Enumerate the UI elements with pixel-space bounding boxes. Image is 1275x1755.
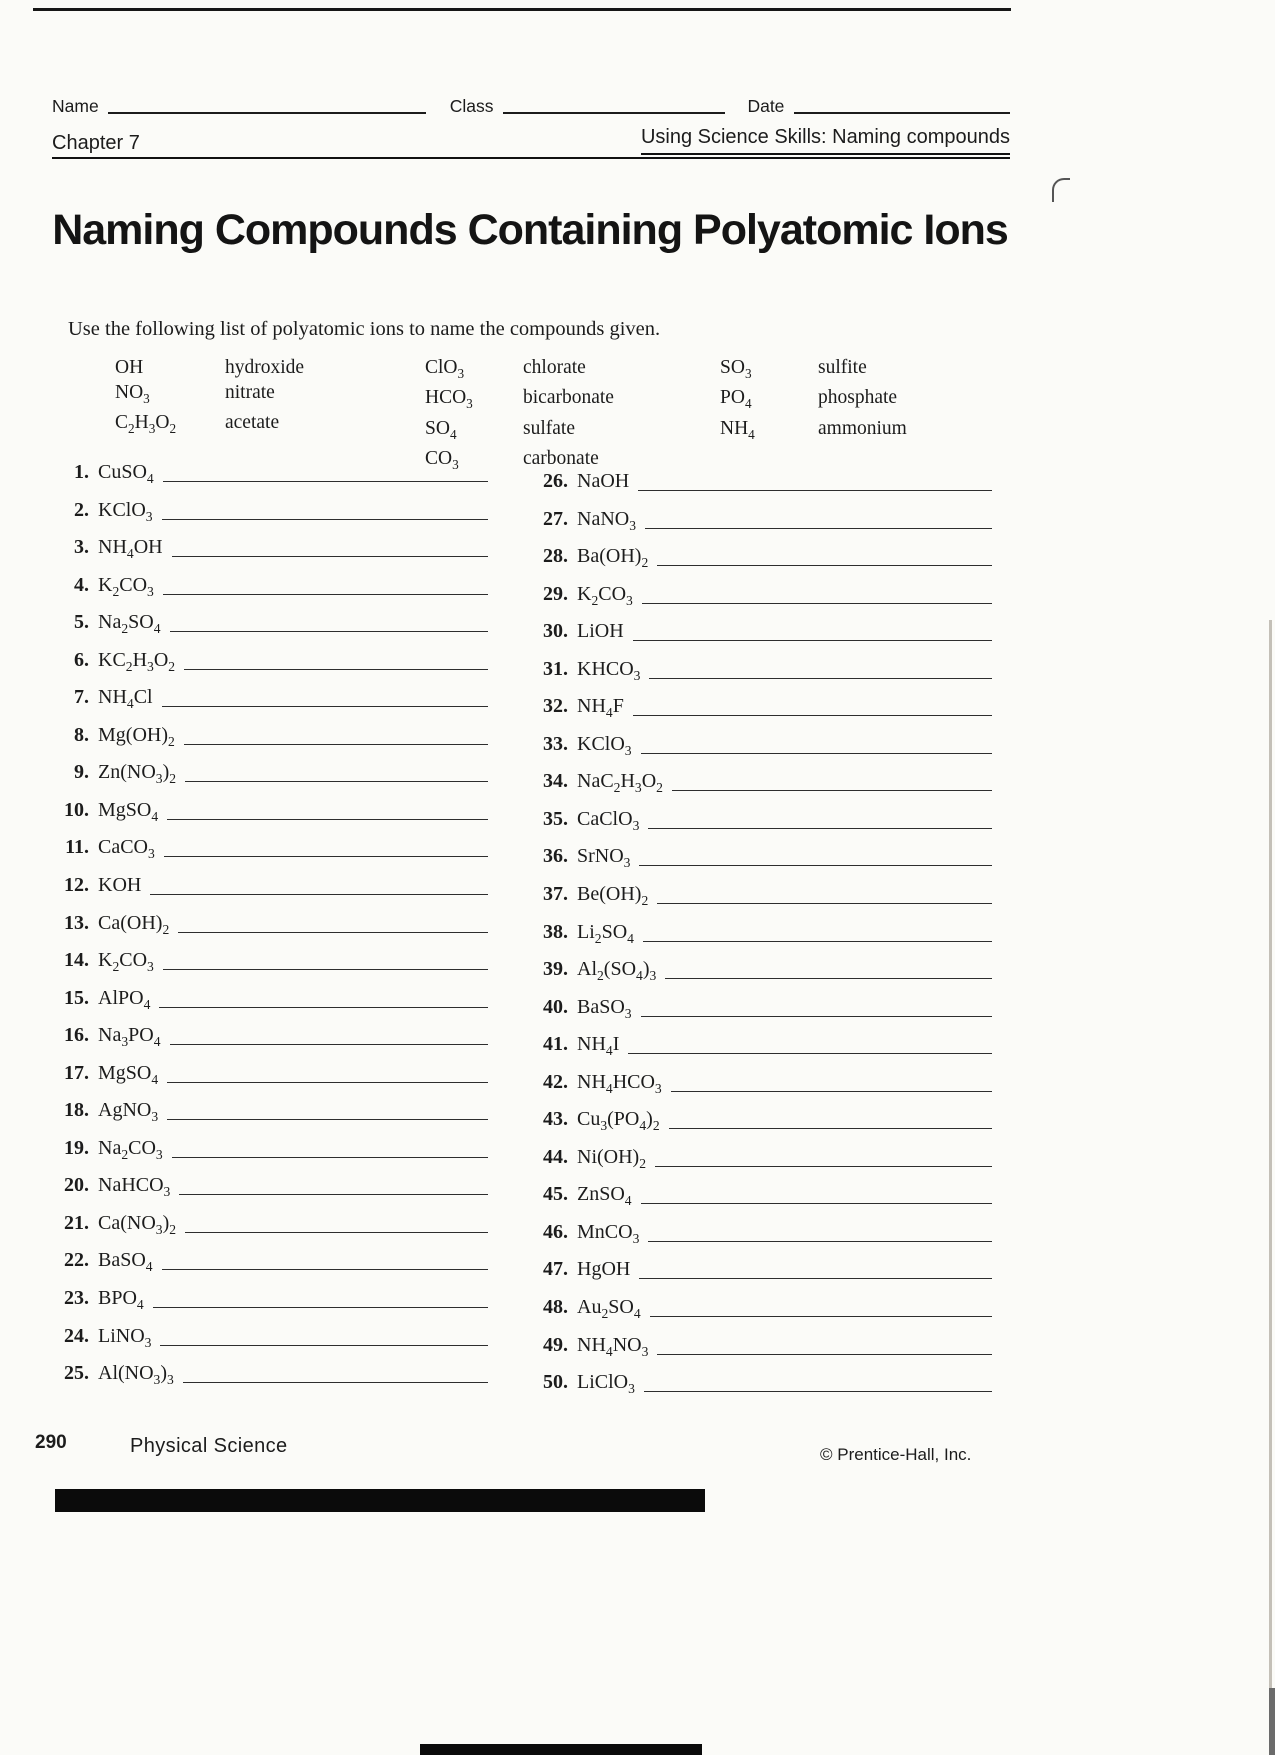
ion-name: bicarbonate — [523, 387, 614, 409]
problem-number: 40. — [543, 995, 568, 1018]
ion-column — [720, 356, 907, 478]
answer-blank-line — [167, 1082, 488, 1083]
answer-blank-line — [628, 1053, 992, 1054]
problem-number: 42. — [543, 1070, 568, 1093]
answer-blank-line — [633, 640, 992, 641]
problem-formula: $Al(NO_3)_3$ — [98, 1362, 174, 1388]
class-blank-line — [503, 112, 725, 114]
problem-formula: $Li_2SO_4$ — [577, 920, 634, 946]
answer-blank-line — [639, 1278, 992, 1279]
ion-formula: $SO_4$ — [425, 417, 457, 442]
answer-blank-line — [178, 932, 488, 933]
ion-row — [425, 417, 720, 447]
answer-blank-line — [642, 603, 992, 604]
problem-number: 47. — [543, 1258, 568, 1281]
answer-blank-line — [159, 1007, 488, 1008]
answer-blank-line — [183, 1382, 488, 1383]
problem-formula: $NH_4I$ — [577, 1033, 620, 1059]
problem-formula: KOH — [98, 874, 142, 897]
problem-row — [534, 1183, 992, 1221]
answer-blank-line — [641, 753, 992, 754]
problem-row — [55, 949, 488, 987]
worksheet-subtitle: Using Science Skills: Naming compounds — [641, 126, 1010, 155]
problem-row — [55, 1099, 488, 1137]
problem-number: 11. — [65, 836, 89, 859]
answer-blank-line — [648, 828, 992, 829]
header-rule-line — [52, 157, 1010, 159]
problem-formula: CaCO$_3$ — [98, 836, 155, 862]
ion-name: acetate — [225, 411, 280, 433]
page-number: 290 — [35, 1432, 67, 1453]
problem-number: 27. — [543, 507, 568, 530]
problem-row — [534, 1334, 992, 1372]
problem-row — [534, 1296, 992, 1334]
problem-row — [55, 836, 488, 874]
problem-formula: $NH_4HCO_3$ — [577, 1070, 662, 1096]
problem-formula: $Na_2CO_3$ — [98, 1136, 163, 1162]
problem-row — [55, 761, 488, 799]
answer-blank-line — [644, 1391, 992, 1392]
problem-formula: $Al_2(SO_4)_3$ — [577, 958, 657, 984]
problem-row — [534, 845, 992, 883]
problem-row — [534, 583, 992, 621]
problem-number: 10. — [64, 798, 89, 821]
problem-formula: MnCO$_3$ — [577, 1220, 640, 1246]
ion-row — [115, 411, 425, 441]
problem-row — [534, 808, 992, 846]
answer-blank-line — [669, 1128, 992, 1129]
problem-row — [534, 620, 992, 658]
scan-artifact-bar — [55, 1489, 705, 1512]
answer-blank-line — [172, 556, 488, 557]
answer-blank-line — [167, 819, 488, 820]
problem-number: 15. — [64, 986, 89, 1009]
problem-number: 21. — [64, 1211, 89, 1234]
problem-number: 44. — [543, 1145, 568, 1168]
ion-row — [720, 356, 907, 386]
problem-row — [55, 649, 488, 687]
problem-formula: LiOH — [577, 620, 624, 643]
problem-row — [55, 912, 488, 950]
ion-row — [115, 356, 425, 381]
problem-number: 43. — [543, 1108, 568, 1131]
problem-row — [534, 658, 992, 696]
problem-row — [534, 470, 992, 508]
problem-number: 38. — [543, 920, 568, 943]
problem-number: 25. — [64, 1362, 89, 1385]
problem-formula: LiNO$_3$ — [98, 1324, 152, 1350]
answer-blank-line — [162, 1269, 488, 1270]
problem-number: 50. — [543, 1371, 568, 1394]
ion-name: sulfate — [523, 417, 575, 439]
problem-row — [534, 545, 992, 583]
problem-number: 12. — [64, 874, 89, 897]
ion-name: phosphate — [818, 387, 898, 409]
problem-row — [534, 1071, 992, 1109]
ion-formula: $NH_4$ — [720, 417, 755, 442]
problem-row — [534, 1221, 992, 1259]
answer-blank-line — [648, 1241, 992, 1242]
problem-number: 45. — [543, 1183, 568, 1206]
problem-row — [534, 695, 992, 733]
problem-formula: $KC_2H_3O_2$ — [98, 648, 176, 674]
problem-row — [55, 724, 488, 762]
problem-formula: $Na_3PO_4$ — [98, 1024, 161, 1050]
copyright-notice: © Prentice-Hall, Inc. — [820, 1445, 972, 1464]
problem-number: 37. — [543, 883, 568, 906]
problem-formula: $K_2CO_3$ — [98, 949, 154, 975]
problem-number: 7. — [74, 686, 89, 709]
problem-number: 1. — [74, 461, 89, 483]
scan-edge-streak — [1269, 620, 1272, 1750]
instructions-text: Use the following list of polyatomic ions to name the compounds given. — [68, 318, 661, 340]
problem-row — [534, 883, 992, 921]
chapter-label: Chapter 7 — [52, 132, 140, 154]
problem-number: 39. — [543, 958, 568, 981]
answer-blank-line — [162, 519, 488, 520]
answer-blank-line — [650, 1316, 992, 1317]
problem-formula: CuSO$_4$ — [98, 461, 154, 486]
problem-number: 20. — [64, 1174, 89, 1197]
ion-row — [425, 356, 720, 386]
ion-reference-table — [115, 356, 907, 478]
problem-number: 16. — [64, 1024, 89, 1047]
problem-formula: $Ba(OH)_2$ — [577, 545, 649, 571]
problem-row — [534, 958, 992, 996]
problem-number: 31. — [543, 657, 568, 680]
problem-number: 26. — [543, 470, 568, 492]
problem-number: 46. — [543, 1220, 568, 1243]
problem-row — [55, 1249, 488, 1287]
problem-number: 32. — [543, 695, 568, 718]
ion-name: ammonium — [818, 417, 907, 439]
problem-number: 36. — [543, 845, 568, 868]
problem-row — [534, 733, 992, 771]
problem-formula: $Be(OH)_2$ — [577, 883, 649, 909]
problem-formula: KClO$_3$ — [98, 498, 153, 524]
problem-number: 49. — [543, 1333, 568, 1356]
problem-row — [55, 1062, 488, 1100]
problem-number: 30. — [543, 620, 568, 643]
problem-number: 14. — [64, 949, 89, 972]
answer-blank-line — [633, 715, 992, 716]
problem-formula: NaNO$_3$ — [577, 507, 637, 533]
answer-blank-line — [160, 1345, 488, 1346]
ion-name: sulfite — [818, 357, 867, 378]
ion-name: hydroxide — [225, 357, 305, 378]
answer-blank-line — [185, 781, 488, 782]
ion-formula: $CO_3$ — [425, 448, 459, 473]
problem-formula: $NaC_2H_3O_2$ — [577, 770, 663, 796]
problem-formula: $Ca(NO_3)_2$ — [98, 1211, 177, 1237]
problem-row — [55, 686, 488, 724]
problem-formula: AgNO$_3$ — [98, 1099, 159, 1125]
answer-blank-line — [167, 1119, 488, 1120]
problem-formula: $NH_4F$ — [577, 695, 624, 721]
problem-number: 17. — [64, 1061, 89, 1084]
answer-blank-line — [655, 1166, 992, 1167]
answer-blank-line — [153, 1307, 488, 1308]
problem-formula: $NH_4NO_3$ — [577, 1333, 649, 1359]
problem-row — [55, 536, 488, 574]
problem-number: 3. — [74, 536, 89, 559]
problem-row — [55, 1325, 488, 1363]
problem-row — [55, 1137, 488, 1175]
problem-formula: CaClO$_3$ — [577, 807, 640, 833]
problem-formula: $NH_4OH$ — [98, 536, 163, 562]
book-title: Physical Science — [130, 1435, 288, 1457]
problem-number: 33. — [543, 732, 568, 755]
problem-number: 2. — [74, 498, 89, 521]
answer-blank-line — [657, 565, 992, 566]
problem-formula: BaSO$_4$ — [98, 1249, 153, 1275]
problem-formula: $Cu_3(PO_4)_2$ — [577, 1108, 660, 1134]
problem-row — [534, 1258, 992, 1296]
date-label: Date — [747, 96, 785, 116]
answer-blank-line — [639, 865, 992, 866]
problem-formula: HgOH — [577, 1258, 631, 1281]
problem-formula: $Au_2SO_4$ — [577, 1296, 641, 1322]
header — [52, 96, 1010, 159]
answer-blank-line — [170, 1044, 489, 1045]
answer-blank-line — [641, 1016, 992, 1017]
problem-row — [55, 1174, 488, 1212]
problem-formula: $KHCO_3$ — [577, 657, 641, 683]
problem-formula: $Mg(OH)_2$ — [98, 723, 175, 749]
problem-formula: LiClO$_3$ — [577, 1371, 635, 1397]
problem-row — [55, 1212, 488, 1250]
top-border-line — [33, 8, 1011, 11]
problem-number: 41. — [543, 1033, 568, 1056]
answer-blank-line — [172, 1157, 488, 1158]
problem-number: 4. — [74, 573, 89, 596]
answer-blank-line — [162, 706, 488, 707]
name-class-date-row — [52, 96, 1010, 117]
ion-formula: $NO_3$ — [115, 381, 150, 406]
answer-blank-line — [163, 481, 488, 482]
problem-number: 28. — [543, 545, 568, 568]
answer-blank-line — [641, 1203, 992, 1204]
answer-blank-line — [163, 969, 488, 970]
problem-row — [534, 996, 992, 1034]
answer-blank-line — [671, 1091, 992, 1092]
ion-name: chlorate — [523, 357, 586, 378]
answer-blank-line — [643, 941, 992, 942]
problem-number: 34. — [543, 770, 568, 793]
problem-number: 48. — [543, 1296, 568, 1319]
problems-column-right — [534, 470, 992, 1409]
problem-number: 22. — [64, 1249, 89, 1272]
problem-formula: $K_2CO_3$ — [577, 582, 633, 608]
problem-formula: $Ca(OH)_2$ — [98, 911, 170, 937]
problem-formula: NaHCO$_3$ — [98, 1174, 171, 1200]
problem-formula: AlPO$_4$ — [98, 986, 151, 1012]
problem-row — [55, 611, 488, 649]
problem-number: 29. — [543, 582, 568, 605]
answer-blank-line — [163, 594, 488, 595]
problem-formula: $Na_2SO_4$ — [98, 611, 161, 637]
ion-formula: $PO_4$ — [720, 387, 752, 412]
problem-row — [534, 1146, 992, 1184]
problem-formula: MgSO$_4$ — [98, 1061, 159, 1087]
date-blank-line — [794, 112, 1010, 114]
problem-row — [534, 1033, 992, 1071]
problem-formula: NaOH — [577, 470, 630, 492]
problem-formula: $BPO_4$ — [98, 1287, 144, 1313]
answer-blank-line — [164, 856, 488, 857]
problem-row — [534, 1108, 992, 1146]
problem-row — [55, 499, 488, 537]
problem-row — [55, 987, 488, 1025]
problem-row — [534, 770, 992, 808]
ion-column — [115, 356, 425, 478]
ion-row — [720, 417, 907, 447]
ion-name: carbonate — [523, 448, 599, 470]
scan-edge-mark — [1269, 1688, 1275, 1755]
problem-number: 24. — [64, 1324, 89, 1347]
answer-blank-line — [657, 903, 992, 904]
name-blank-line — [108, 112, 426, 114]
problem-formula: ZnSO$_4$ — [577, 1183, 632, 1209]
problem-number: 13. — [64, 911, 89, 934]
problem-formula: $K_2CO_3$ — [98, 573, 154, 599]
ion-formula: $SO_3$ — [720, 357, 752, 381]
problem-formula: $Zn(NO_3)_2$ — [98, 761, 177, 787]
ion-row — [115, 381, 425, 411]
problem-row — [55, 1287, 488, 1325]
ion-name: nitrate — [225, 381, 275, 403]
ion-row — [425, 386, 720, 416]
ion-formula: $C_2H_3O_2$ — [115, 411, 177, 436]
problem-number: 6. — [74, 648, 89, 671]
answer-blank-line — [170, 631, 489, 632]
problem-number: 9. — [74, 761, 89, 784]
problem-row — [55, 574, 488, 612]
pen-mark — [1052, 178, 1070, 202]
problem-formula: KClO$_3$ — [577, 732, 632, 758]
answer-blank-line — [672, 790, 992, 791]
answer-blank-line — [657, 1354, 992, 1355]
problem-formula: $Ni(OH)_2$ — [577, 1145, 647, 1171]
answer-blank-line — [179, 1194, 488, 1195]
scan-artifact-bar — [420, 1744, 702, 1755]
problem-row — [55, 874, 488, 912]
problem-formula: MgSO$_4$ — [98, 798, 159, 824]
answer-blank-line — [638, 490, 992, 491]
ion-formula: OH — [115, 357, 144, 378]
problem-number: 35. — [543, 807, 568, 830]
problem-number: 19. — [64, 1136, 89, 1159]
problem-formula: BaSO$_3$ — [577, 995, 632, 1021]
problem-formula: SrNO$_3$ — [577, 845, 631, 871]
answer-blank-line — [184, 744, 488, 745]
page-title: Naming Compounds Containing Polyatomic Ions — [52, 206, 1008, 254]
chapter-row — [52, 126, 1010, 155]
answer-blank-line — [150, 894, 488, 895]
ion-formula: ClO$_3$ — [425, 357, 465, 381]
problem-row — [55, 799, 488, 837]
answer-blank-line — [665, 978, 992, 979]
ion-row — [720, 386, 907, 416]
footer — [0, 1432, 1020, 1472]
problem-row — [55, 1362, 488, 1400]
problem-number: 23. — [64, 1287, 89, 1310]
problem-number: 18. — [64, 1099, 89, 1122]
ion-column — [425, 356, 720, 478]
problem-row — [534, 921, 992, 959]
problem-row — [534, 1371, 992, 1409]
answer-blank-line — [185, 1232, 488, 1233]
answer-blank-line — [184, 669, 488, 670]
answer-blank-line — [645, 528, 992, 529]
problems-column-left — [55, 461, 488, 1400]
problem-row — [55, 1024, 488, 1062]
class-label: Class — [449, 96, 494, 116]
problem-row — [55, 461, 488, 499]
problem-row — [534, 508, 992, 546]
problem-number: 5. — [74, 611, 89, 634]
name-label: Name — [52, 96, 99, 116]
problem-number: 8. — [74, 723, 89, 746]
answer-blank-line — [649, 678, 992, 679]
problem-formula: $NH_4Cl$ — [98, 686, 153, 712]
ion-formula: $HCO_3$ — [425, 387, 473, 412]
